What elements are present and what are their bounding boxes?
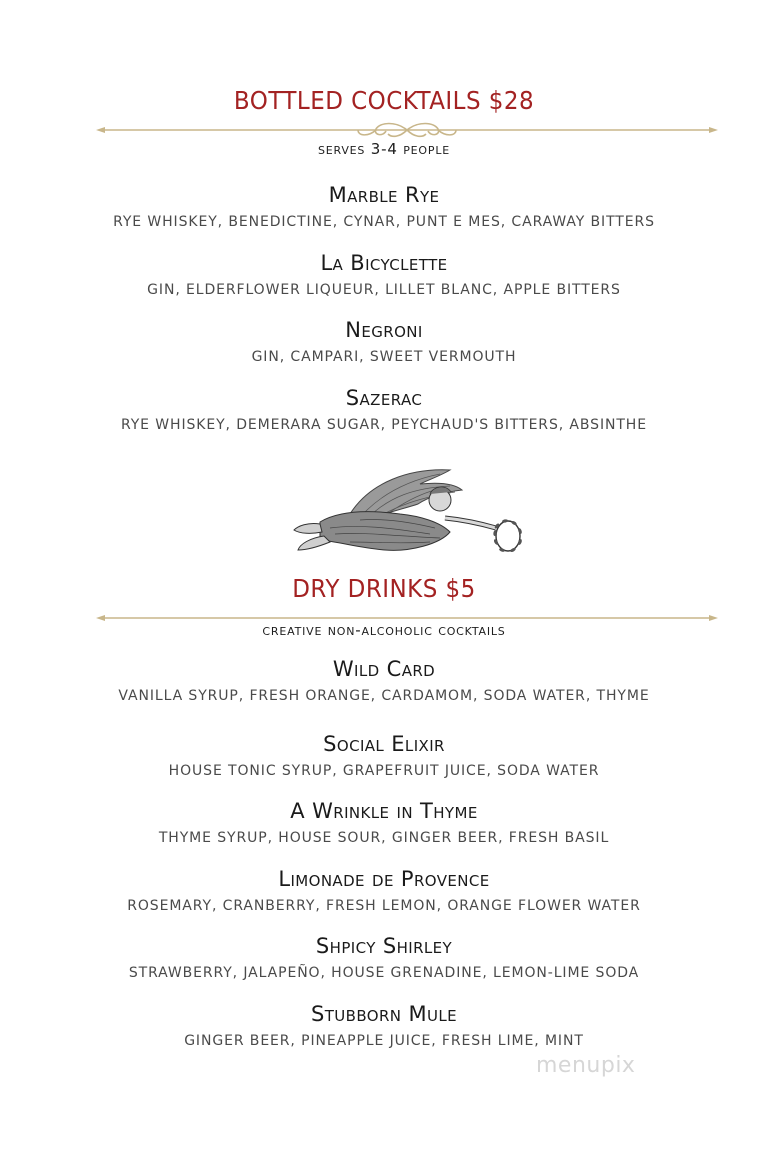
menu-item-description: RYE WHISKEY, BENEDICTINE, CYNAR, PUNT E MES, CARAWAY BITTERS [113, 214, 655, 230]
dry-drinks-title: DRY DRINKS $5 [292, 574, 476, 603]
menu-item-name: Stubborn Mule [310, 1002, 458, 1026]
menu-item-name: Limonade de Provence [278, 867, 490, 891]
bottled-cocktails-subtitle: serves 3-4 people [317, 140, 451, 158]
menu-item-description: THYME SYRUP, HOUSE SOUR, GINGER BEER, FRESH BASIL [158, 830, 610, 846]
menu-item-description: HOUSE TONIC SYRUP, GRAPEFRUIT JUICE, SODA WATER [168, 763, 600, 779]
watermark: menupix [536, 1053, 636, 1078]
menu-item-description: GINGER BEER, PINEAPPLE JUICE, FRESH LIME, MINT [184, 1033, 584, 1049]
menu-item-name: Shpicy Shirley [315, 934, 453, 958]
menu-item-description: VANILLA SYRUP, FRESH ORANGE, CARDAMOM, SODA WATER, THYME [118, 688, 650, 704]
menu-item-description: STRAWBERRY, JALAPEÑO, HOUSE GRENADINE, LEMON-LIME SODA [128, 965, 640, 981]
menu-item-description: GIN, CAMPARI, SWEET VERMOUTH [251, 349, 517, 365]
menu-item-name: La Bicyclette [320, 251, 448, 275]
menu-item-name: Negroni [345, 318, 423, 342]
flying-angel-illustration-icon [290, 462, 530, 570]
menu-item-name: Social Elixir [323, 732, 445, 756]
menu-item-description: RYE WHISKEY, DEMERARA SUGAR, PEYCHAUD'S BITTERS, ABSINTHE [121, 417, 647, 433]
menu-item-name: Marble Rye [328, 183, 440, 207]
menu-item-name: Sazerac [345, 386, 423, 410]
dry-drinks-subtitle: creative non-alcoholic cocktails [262, 621, 506, 639]
menu-item-name: Wild Card [332, 657, 436, 681]
menu-item-name: A Wrinkle in Thyme [290, 799, 478, 823]
menu-item-description: ROSEMARY, CRANBERRY, FRESH LEMON, ORANGE FLOWER WATER [127, 898, 641, 914]
bottled-cocktails-title: BOTTLED COCKTAILS $28 [233, 86, 535, 115]
ornamental-divider-icon [96, 119, 718, 141]
menu-item-description: GIN, ELDERFLOWER LIQUEUR, LILLET BLANC, APPLE BITTERS [147, 282, 621, 298]
